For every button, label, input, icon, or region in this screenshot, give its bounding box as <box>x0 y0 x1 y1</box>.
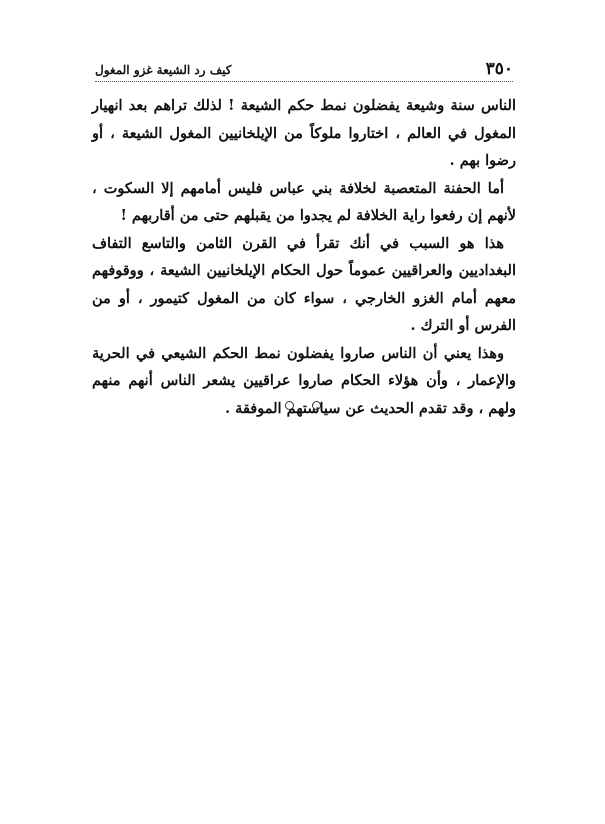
page-number: ٣٥٠ <box>485 59 513 79</box>
paragraph: وهذا يعني أن الناس صاروا يفضلون نمط الحكم الشيعي في الحرية والإعمار ، وأن هؤلاء الحكام صاروا عراقيين يشعر الناس أنهم منهم ولهم ، وقد تقدم الحديث عن سياستهم الموفقة . <box>92 344 516 417</box>
page-header <box>95 55 513 82</box>
paragraph: أما الحفنة المتعصبة لخلافة بني عباس فليس أمامهم إلا السكوت ، لأنهم إن رفعوا راية الخلافة لم يجدوا من يقبلهم حتى من أقاربهم ! <box>92 179 516 224</box>
paragraph: هذا هو السبب في أنك تقرأ في القرن الثامن والتاسع التفاف البغداديين والعراقيين عموماً حول الحكام الإيلخانيين الشيعة ، ووقوفهم معهم أمام الغزو الخارجي ، سواء كان من المغول كتيمور ، أو من الفرس أو الترك . <box>92 234 516 334</box>
paragraph: الناس سنة وشيعة يفضلون نمط حكم الشيعة ! لذلك تراهم بعد انهيار المغول في العالم ، اختاروا ملوكاً من الإيلخانيين المغول الشيعة ، أو رضوا بهم . <box>92 97 516 169</box>
running-title: كيف رد الشيعة غزو المغول <box>95 63 232 77</box>
circle-outline-icon <box>312 401 321 410</box>
circle-outline-icon <box>285 401 294 410</box>
section-separator <box>0 398 605 412</box>
body-text <box>92 92 516 422</box>
